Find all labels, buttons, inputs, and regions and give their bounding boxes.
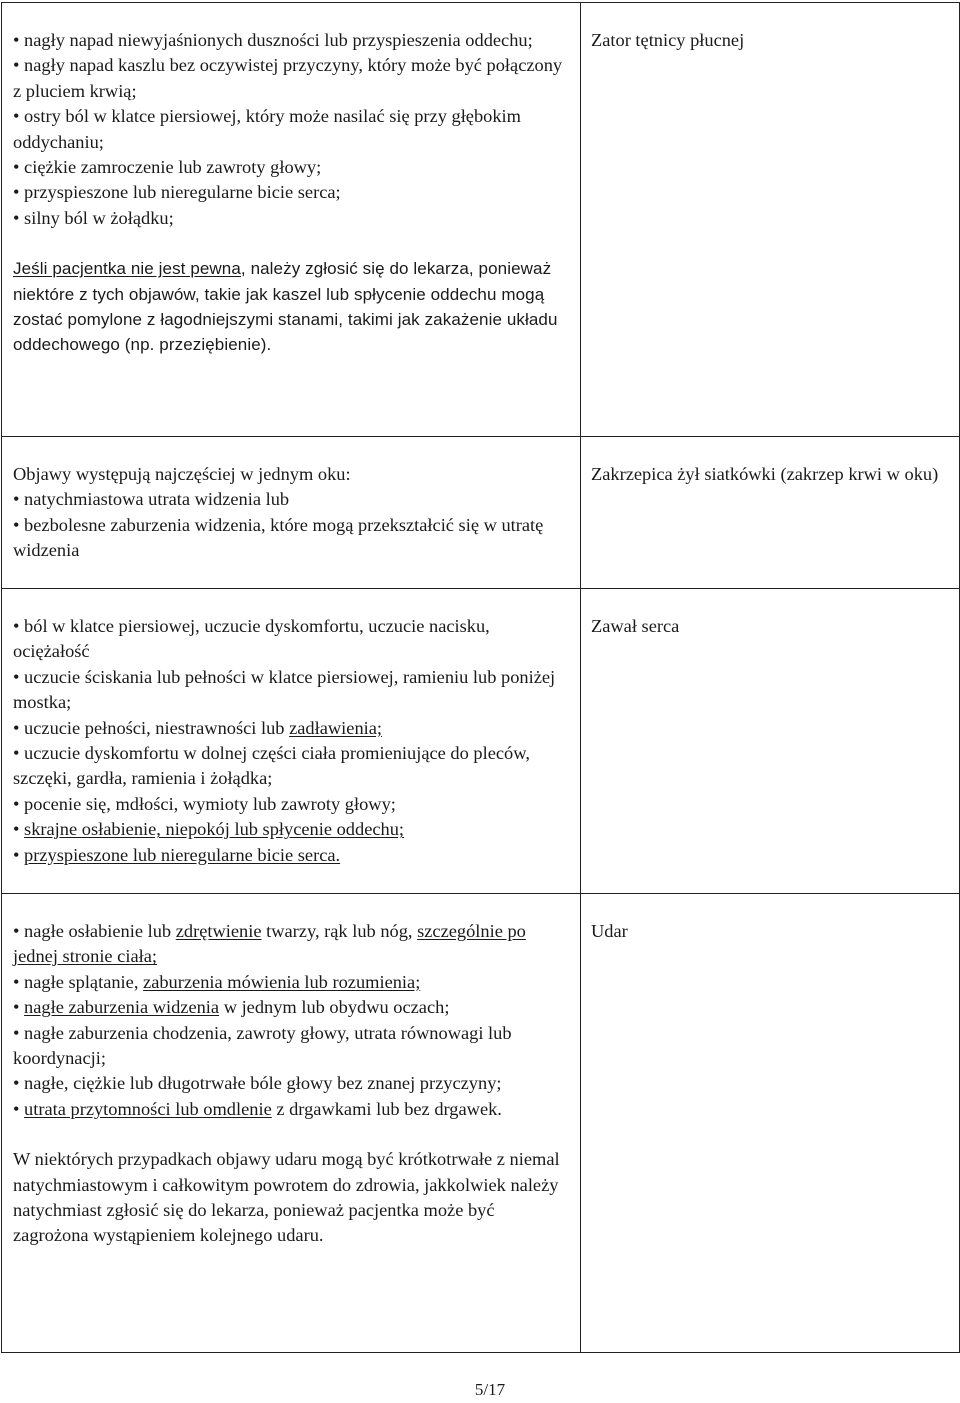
list-item <box>13 817 570 842</box>
list-item: • silny ból w żołądku; <box>13 206 570 231</box>
list-item: • natychmiastowa utrata widzenia lub <box>13 487 570 512</box>
list-item: • uczucie ściskania lub pełności w klatce piersiowej, ramieniu lub poniżej mostka; <box>13 665 570 716</box>
list-item-underlined: przyspieszone lub nieregularne bicie serca. <box>24 844 341 865</box>
list-item-text: z drgawkami lub bez drgawek. <box>271 1098 502 1119</box>
symptoms-table <box>1 2 960 1353</box>
list-item-text: twarzy, rąk lub nóg, <box>261 921 418 941</box>
list-item: • ostry ból w klatce piersiowej, który może nasilać się przy głębokim oddychaniu; <box>13 104 570 155</box>
list-item: • pocenie się, mdłości, wymioty lub zawroty głowy; <box>13 792 570 817</box>
list-item-text: uczucie pełności, niestrawności lub <box>24 717 290 738</box>
list-item-underlined: szczególnie po jednej stronie ciała; <box>13 921 526 967</box>
condition-name: Zawał serca <box>591 616 680 636</box>
list-item: • bezbolesne zaburzenia widzenia, które mogą przekształcić się w utratę widzenia <box>13 513 570 564</box>
list-item-text: nagłe splątanie, <box>24 971 144 992</box>
symptoms-cell <box>2 3 581 437</box>
table-row <box>2 589 960 894</box>
condition-cell <box>581 589 960 894</box>
list-item-underlined: utrata przytomności lub omdlenie <box>24 1098 272 1119</box>
symptoms-cell <box>2 894 581 1353</box>
page-number: 5/17 <box>474 1380 506 1399</box>
list-item: • nagłe, ciężkie lub długotrwałe bóle głowy bez znanej przyczyny; <box>13 1071 570 1096</box>
list-item <box>13 716 570 741</box>
intro-text: Objawy występują najczęściej w jednym oku: <box>13 464 351 484</box>
list-item: • uczucie dyskomfortu w dolnej części ciała promieniujące do pleców, szczęki, gardła, ramienia i żołądka; <box>13 741 570 792</box>
list-item <box>13 970 570 995</box>
list-item-underlined: skrajne osłabienie, niepokój lub spłycenie oddechu; <box>24 819 405 840</box>
condition-cell <box>581 894 960 1353</box>
condition-cell <box>581 437 960 589</box>
list-item: • przyspieszone lub nieregularne bicie serca; <box>13 180 570 205</box>
list-item: • nagły napad niewyjaśnionych duszności lub przyspieszenia oddechu; <box>13 28 570 53</box>
list-item-underlined: zadławienia; <box>289 717 383 738</box>
list-item <box>13 1097 570 1122</box>
list-item <box>13 919 570 970</box>
symptoms-cell <box>2 437 581 589</box>
table-row <box>2 3 960 437</box>
list-item: • ciężkie zamroczenie lub zawroty głowy; <box>13 155 570 180</box>
note-text: , należy zgłosić się do lekarza, ponieważ niektóre z tych objawów, takie jak kaszel lub spłycenie oddechu mogą zostać pomylone z łagodniejszymi stanami, takimi jak zakażenie układu oddechowego (np. przeziębienie). <box>13 259 558 355</box>
list-item <box>13 843 570 868</box>
list-item-underlined: nagłe zaburzenia widzenia <box>24 997 220 1018</box>
list-item-text: w jednym lub obydwu oczach; <box>219 997 450 1018</box>
list-item-underlined: zaburzenia mówienia lub rozumienia; <box>143 971 421 992</box>
note-paragraph <box>13 256 570 358</box>
condition-name: Udar <box>591 921 628 941</box>
list-item: • ból w klatce piersiowej, uczucie dyskomfortu, uczucie nacisku, ociężałość <box>13 614 570 665</box>
note-paragraph: W niektórych przypadkach objawy udaru mogą być krótkotrwałe z niemal natychmiastowym i całkowitym powrotem do zdrowia, jakkolwiek należy natychmiast zgłosić się do lekarza, ponieważ pacjentka może być zagrożona wystąpieniem kolejnego udaru. <box>13 1149 560 1246</box>
symptoms-cell <box>2 589 581 894</box>
condition-name: Zator tętnicy płucnej <box>591 30 745 50</box>
note-underlined: Jeśli pacjentka nie jest pewna <box>13 259 241 279</box>
table-row <box>2 894 960 1353</box>
list-item <box>13 995 570 1020</box>
list-item-underlined: zdrętwienie <box>175 921 262 941</box>
condition-name: Zakrzepica żył siatkówki (zakrzep krwi w oku) <box>591 464 939 484</box>
list-item-text: nagłe osłabienie lub <box>24 921 176 941</box>
condition-cell <box>581 3 960 437</box>
list-item: • nagłe zaburzenia chodzenia, zawroty głowy, utrata równowagi lub koordynacji; <box>13 1021 570 1072</box>
table-row <box>2 437 960 589</box>
list-item: • nagły napad kaszlu bez oczywistej przyczyny, który może być połączony z pluciem krwią; <box>13 53 570 104</box>
